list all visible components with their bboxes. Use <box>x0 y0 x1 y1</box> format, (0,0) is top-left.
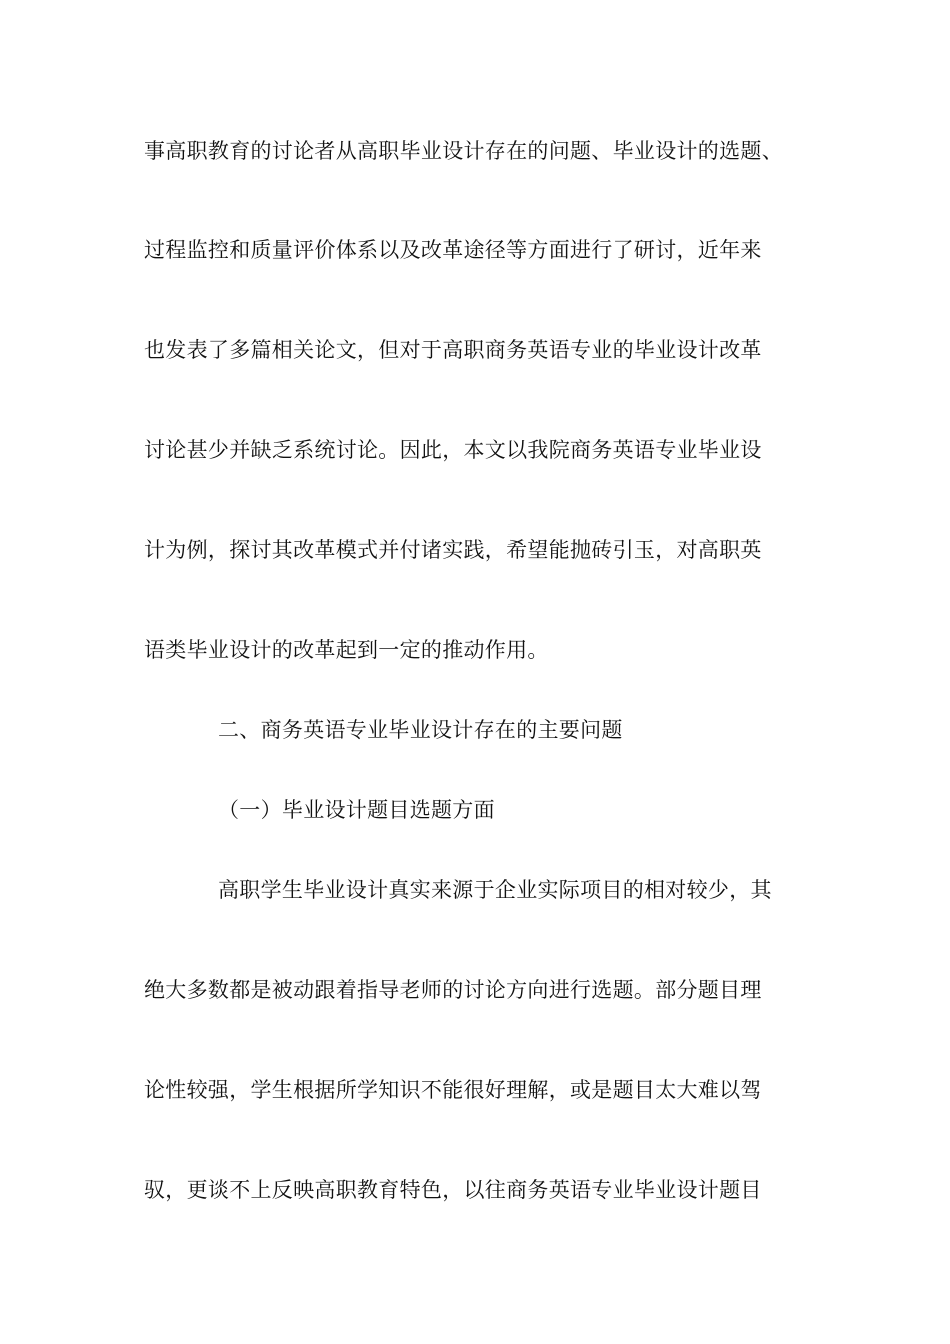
paragraph-1-line-4: 讨论甚少并缺乏系统讨论。因此，本文以我院商务英语专业毕业设 <box>144 438 762 462</box>
section-heading: 二、商务英语专业毕业设计存在的主要问题 <box>218 718 623 742</box>
paragraph-1-line-3: 也发表了多篇相关论文，但对于高职商务英语专业的毕业设计改革 <box>144 338 762 362</box>
paragraph-1-line-5: 计为例，探讨其改革模式并付诸实践，希望能抛砖引玉，对高职英 <box>144 538 762 562</box>
paragraph-2-line-3: 论性较强，学生根据所学知识不能很好理解，或是题目太大难以驾 <box>144 1078 762 1102</box>
paragraph-2-line-1: 高职学生毕业设计真实来源于企业实际项目的相对较少，其 <box>218 878 772 902</box>
paragraph-1-line-6: 语类毕业设计的改革起到一定的推动作用。 <box>144 638 549 662</box>
subsection-heading: （一）毕业设计题目选题方面 <box>218 798 495 822</box>
paragraph-1-line-1: 事高职教育的讨论者从高职毕业设计存在的问题、毕业设计的选题、 <box>144 139 783 163</box>
paragraph-2-line-4: 驭，更谈不上反映高职教育特色，以往商务英语专业毕业设计题目 <box>144 1178 762 1202</box>
paragraph-2-line-2: 绝大多数都是被动跟着指导老师的讨论方向进行选题。部分题目理 <box>144 978 762 1002</box>
paragraph-1-line-2: 过程监控和质量评价体系以及改革途径等方面进行了研讨，近年来 <box>144 238 762 262</box>
